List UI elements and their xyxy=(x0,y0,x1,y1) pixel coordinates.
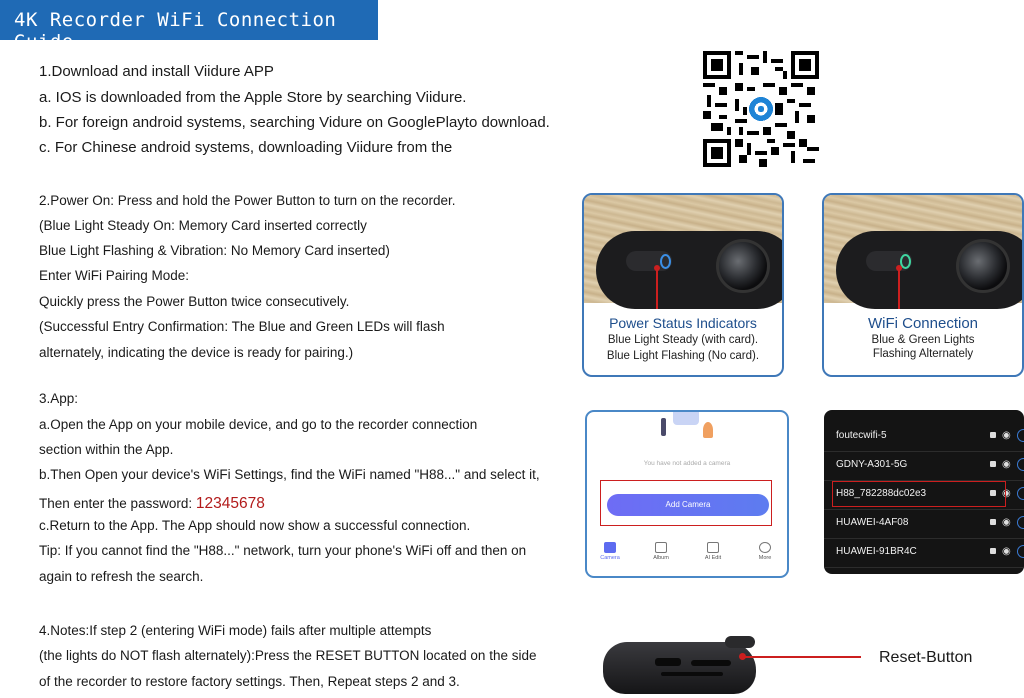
power-status-steady: Blue Light Steady (with card). xyxy=(607,334,759,346)
power-status-flashing: Blue Light Flashing (No card). xyxy=(606,350,760,362)
step2-confirmation: (Successful Entry Confirmation: The Blue and Green LEDs will flash xyxy=(39,319,445,334)
reset-button-label: Reset-Button xyxy=(879,649,973,666)
recorder-photo xyxy=(836,231,1024,309)
wifi-network-row[interactable]: HUAWEI-91BR4C ◉ xyxy=(824,538,1024,568)
reset-pointer-line xyxy=(743,656,861,658)
wifi-password: 12345678 xyxy=(195,495,265,512)
usb-port xyxy=(655,658,681,666)
camera-lens xyxy=(716,239,770,293)
qr-code-image xyxy=(703,51,819,167)
ai-edit-icon xyxy=(707,542,719,553)
step3-tip: Tip: If you cannot find the "H88..." network, turn your phone's WiFi off and then on xyxy=(39,543,527,558)
recorder-photo xyxy=(596,231,784,309)
camera-illustration xyxy=(673,412,699,425)
step4-heading: 4.Notes:If step 2 (entering WiFi mode) fails after multiple attempts xyxy=(39,623,432,638)
power-status-card xyxy=(582,193,784,377)
pointer-line xyxy=(656,269,658,309)
info-icon[interactable] xyxy=(1017,487,1024,500)
side-slot xyxy=(661,672,723,676)
wifi-icon: ◉ xyxy=(1002,488,1011,499)
step3-open-app-cont: section within the App. xyxy=(39,442,174,457)
step2-press-twice: Quickly press the Power Button twice consecutively. xyxy=(39,294,350,309)
step3-heading: 3.App: xyxy=(39,391,79,406)
wifi-connection-line1: Blue & Green Lights xyxy=(871,334,975,346)
wifi-connection-title: WiFi Connection xyxy=(867,315,979,332)
info-icon[interactable] xyxy=(1017,458,1024,471)
wifi-network-row[interactable]: HUAWEI-4AF08 ◉ xyxy=(824,509,1024,539)
step2-blue-flashing: Blue Light Flashing & Vibration: No Memory Card inserted) xyxy=(39,243,390,258)
step3-password-line xyxy=(39,495,265,513)
lock-icon xyxy=(990,432,996,438)
step1-android-chinese: c. For Chinese android systems, downloading Viidure from the xyxy=(39,139,453,156)
password-prefix: Then enter the password: xyxy=(39,496,193,511)
title-banner xyxy=(0,0,378,53)
wifi-connection-card xyxy=(822,193,1024,377)
guide-title: 4K Recorder WiFi Connection Guide xyxy=(14,9,337,53)
wifi-connection-line2: Flashing Alternately xyxy=(872,348,974,360)
step3-return-app: c.Return to the App. The App should now show a successful connection. xyxy=(39,518,471,533)
blue-led-icon xyxy=(660,254,671,269)
step3-wifi-settings: b.Then Open your device's WiFi Settings, find the WiFi named "H88..." and select it, xyxy=(39,467,540,482)
step1-heading: 1.Download and install Viidure APP xyxy=(39,63,274,80)
info-icon[interactable] xyxy=(1017,516,1024,529)
step2-pairing-heading: Enter WiFi Pairing Mode: xyxy=(39,268,190,283)
nav-more[interactable]: More xyxy=(745,542,785,561)
info-icon[interactable] xyxy=(1017,545,1024,558)
nav-ai-edit[interactable]: AI Edit xyxy=(693,542,733,561)
wifi-network-row[interactable]: foutecwifi-5 ◉ xyxy=(824,422,1024,452)
app-screenshot xyxy=(585,410,789,578)
pointer-line xyxy=(898,269,900,309)
wifi-icon: ◉ xyxy=(1002,459,1011,470)
step4-reset-instruction: (the lights do NOT flash alternately):Press the RESET BUTTON located on the side xyxy=(39,648,537,663)
plant-illustration xyxy=(703,422,713,438)
no-camera-text: You have not added a camera xyxy=(643,460,731,467)
camera-icon xyxy=(604,542,616,553)
wifi-icon: ◉ xyxy=(1002,517,1011,528)
recorder-side-photo xyxy=(603,642,756,694)
step2-heading: 2.Power On: Press and hold the Power Button to turn on the recorder. xyxy=(39,193,456,208)
step2-blue-steady: (Blue Light Steady On: Memory Card inserted correctly xyxy=(39,218,367,233)
step1-android-foreign: b. For foreign android systems, searching Vidure on GooglePlayto download. xyxy=(39,114,550,131)
step4-reset-instruction-cont: of the recorder to restore factory settings. Then, Repeat steps 2 and 3. xyxy=(39,674,460,689)
bottom-nav xyxy=(587,542,787,572)
power-status-title: Power Status Indicators xyxy=(609,315,757,331)
add-camera-button[interactable]: Add Camera xyxy=(607,494,769,516)
step3-tip-cont: again to refresh the search. xyxy=(39,569,204,584)
lock-icon xyxy=(990,519,996,525)
camera-lens xyxy=(956,239,1010,293)
step3-open-app: a.Open the App on your mobile device, and go to the recorder connection xyxy=(39,417,478,432)
wifi-network-row-h88[interactable]: H88_782288dc02e3 ◉ xyxy=(824,480,1024,510)
more-icon xyxy=(759,542,771,553)
recorder-top-button xyxy=(725,636,755,648)
nav-camera[interactable]: Camera xyxy=(590,542,630,561)
card-slot xyxy=(691,660,731,666)
person-illustration xyxy=(661,418,666,436)
step1-ios: a. IOS is downloaded from the Apple Store by searching Viidure. xyxy=(39,89,467,106)
wifi-list-screenshot xyxy=(824,410,1024,574)
album-icon xyxy=(655,542,667,553)
wifi-icon: ◉ xyxy=(1002,546,1011,557)
info-icon[interactable] xyxy=(1017,429,1024,442)
lock-icon xyxy=(990,461,996,467)
wifi-network-row[interactable]: GDNY-A301-5G ◉ xyxy=(824,451,1024,481)
step2-confirmation-cont: alternately, indicating the device is ready for pairing.) xyxy=(39,345,354,360)
nav-album[interactable]: Album xyxy=(641,542,681,561)
wifi-icon: ◉ xyxy=(1002,430,1011,441)
highlight-box xyxy=(832,481,1006,507)
lock-icon xyxy=(990,548,996,554)
